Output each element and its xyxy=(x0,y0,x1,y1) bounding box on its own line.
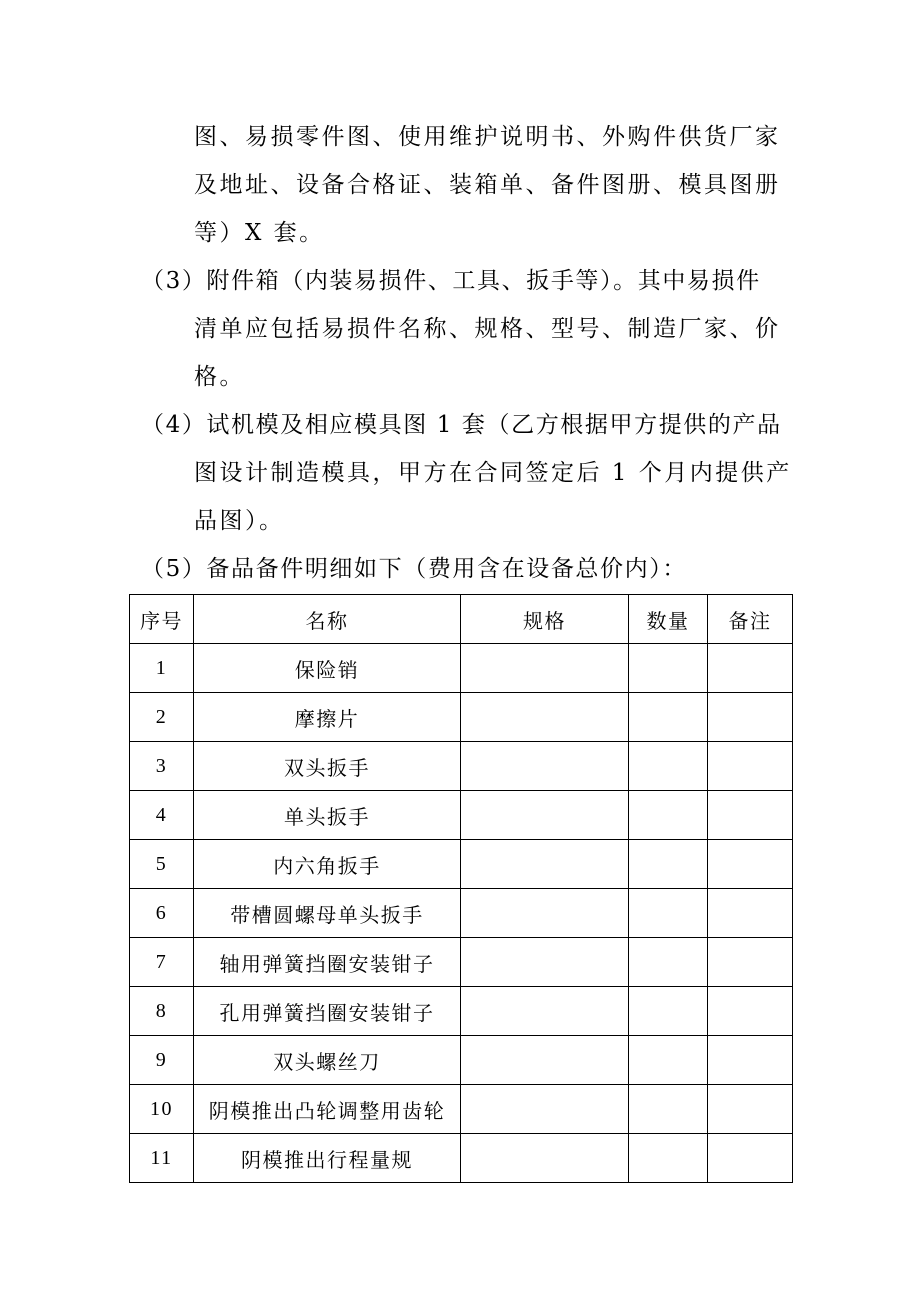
cell-qty xyxy=(629,938,708,987)
cell-no: 11 xyxy=(130,1134,194,1183)
paragraph-line: （4）试机模及相应模具图 1 套（乙方根据甲方提供的产品 xyxy=(141,412,782,438)
cell-spec xyxy=(461,742,629,791)
cell-name: 双头扳手 xyxy=(194,742,461,791)
cell-no: 10 xyxy=(130,1085,194,1134)
spare-parts-table xyxy=(129,594,793,1183)
paragraph-line: 品图）。 xyxy=(194,508,285,534)
cell-no: 8 xyxy=(130,987,194,1036)
cell-no: 7 xyxy=(130,938,194,987)
cell-spec xyxy=(461,889,629,938)
cell-spec xyxy=(461,693,629,742)
cell-qty xyxy=(629,987,708,1036)
cell-note xyxy=(708,889,793,938)
table-row xyxy=(130,742,793,791)
header-no: 序号 xyxy=(130,595,194,644)
cell-spec xyxy=(461,1036,629,1085)
cell-qty xyxy=(629,693,708,742)
cell-qty xyxy=(629,742,708,791)
table-row xyxy=(130,791,793,840)
cell-qty xyxy=(629,1036,708,1085)
cell-no: 2 xyxy=(130,693,194,742)
cell-note xyxy=(708,742,793,791)
paragraph-line: 图设计制造模具，甲方在合同签定后 1 个月内提供产 xyxy=(194,460,792,486)
cell-note xyxy=(708,1085,793,1134)
cell-spec xyxy=(461,1134,629,1183)
header-name: 名称 xyxy=(194,595,461,644)
paragraph-line: 及地址、设备合格证、装箱单、备件图册、模具图册 xyxy=(194,172,781,198)
cell-name: 摩擦片 xyxy=(194,693,461,742)
cell-spec xyxy=(461,938,629,987)
cell-note xyxy=(708,840,793,889)
cell-name: 轴用弹簧挡圈安装钳子 xyxy=(194,938,461,987)
paragraph-line: 图、易损零件图、使用维护说明书、外购件供货厂家 xyxy=(194,124,781,150)
cell-name: 内六角扳手 xyxy=(194,840,461,889)
cell-note xyxy=(708,644,793,693)
cell-note xyxy=(708,987,793,1036)
cell-spec xyxy=(461,644,629,693)
table-row xyxy=(130,1036,793,1085)
paragraph-line: （5）备品备件明细如下（费用含在设备总价内）： xyxy=(141,556,687,582)
table-row xyxy=(130,1134,793,1183)
table-row xyxy=(130,644,793,693)
header-spec: 规格 xyxy=(461,595,629,644)
cell-name: 阴模推出行程量规 xyxy=(194,1134,461,1183)
cell-note xyxy=(708,693,793,742)
paragraph-line: 等）X 套。 xyxy=(194,220,325,246)
cell-note xyxy=(708,791,793,840)
cell-name: 带槽圆螺母单头扳手 xyxy=(194,889,461,938)
cell-name: 单头扳手 xyxy=(194,791,461,840)
cell-qty xyxy=(629,889,708,938)
paragraph-line: 清单应包括易损件名称、规格、型号、制造厂家、价 xyxy=(194,316,781,342)
cell-no: 4 xyxy=(130,791,194,840)
cell-no: 6 xyxy=(130,889,194,938)
cell-spec xyxy=(461,791,629,840)
cell-note xyxy=(708,1134,793,1183)
paragraph-line: （3）附件箱（内装易损件、工具、扳手等）。其中易损件 xyxy=(141,268,761,294)
table-row xyxy=(130,1085,793,1134)
table-header-row xyxy=(130,595,793,644)
cell-no: 5 xyxy=(130,840,194,889)
table-row xyxy=(130,889,793,938)
cell-note xyxy=(708,938,793,987)
header-note: 备注 xyxy=(708,595,793,644)
table-row xyxy=(130,987,793,1036)
cell-name: 双头螺丝刀 xyxy=(194,1036,461,1085)
cell-spec xyxy=(461,840,629,889)
cell-note xyxy=(708,1036,793,1085)
table-row xyxy=(130,938,793,987)
cell-spec xyxy=(461,1085,629,1134)
cell-qty xyxy=(629,644,708,693)
cell-qty xyxy=(629,1134,708,1183)
cell-name: 阴模推出凸轮调整用齿轮 xyxy=(194,1085,461,1134)
cell-no: 9 xyxy=(130,1036,194,1085)
cell-name: 保险销 xyxy=(194,644,461,693)
table-row xyxy=(130,693,793,742)
table-row xyxy=(130,840,793,889)
cell-qty xyxy=(629,1085,708,1134)
cell-no: 3 xyxy=(130,742,194,791)
cell-no: 1 xyxy=(130,644,194,693)
cell-spec xyxy=(461,987,629,1036)
paragraph-line: 格。 xyxy=(194,364,245,390)
cell-name: 孔用弹簧挡圈安装钳子 xyxy=(194,987,461,1036)
cell-qty xyxy=(629,791,708,840)
cell-qty xyxy=(629,840,708,889)
header-qty: 数量 xyxy=(629,595,708,644)
